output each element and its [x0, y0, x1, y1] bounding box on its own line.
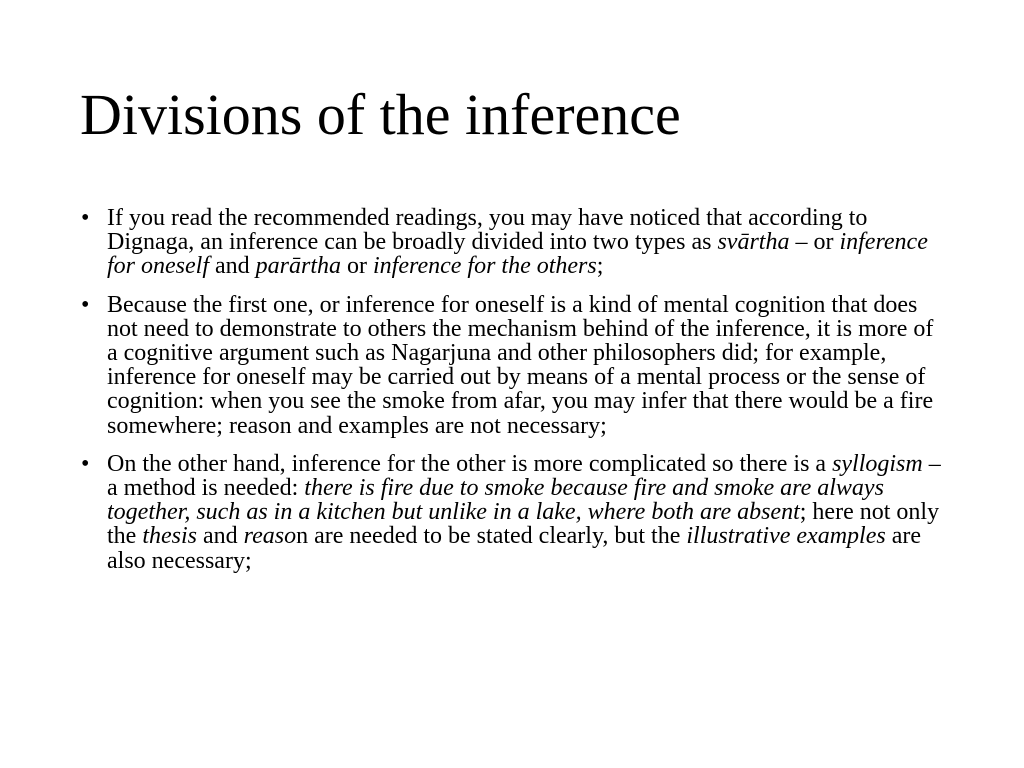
text-segment: reaso — [243, 523, 297, 550]
text-segment: thesis — [142, 523, 197, 550]
bullet-marker: • — [81, 291, 90, 318]
text-segment: – a method is needed: — [107, 450, 941, 502]
text-segment: and — [209, 253, 256, 280]
bullet-text — [107, 206, 950, 279]
text-segment: illustrative examples — [686, 523, 886, 550]
text-segment: svārtha — [717, 229, 790, 256]
bullet-text — [107, 293, 950, 438]
bullet-text — [107, 452, 950, 573]
text-segment: ; — [596, 253, 604, 280]
bullet-item-2 — [80, 293, 950, 438]
bullet-list — [80, 206, 950, 587]
bullet-item-3 — [80, 452, 950, 573]
text-segment: ; here not only the — [107, 499, 940, 550]
bullet-marker: • — [81, 450, 90, 477]
text-segment: parārtha — [255, 253, 342, 280]
text-segment: If you read the recommended readings, you may have noticed that according to Dignaga, an inference can be broadly divided into two types as — [107, 205, 868, 256]
bullet-item-1 — [80, 206, 950, 279]
text-segment: Because the first one, or inference for oneself is a kind of mental cognition that does not need to demonstrate to others the mechanism behind of the inference, it is more of a cognitive argument such as Nagarjuna and other philosophers did; for example, inference for oneself may be carried out by means of a mental process or the sense of cognition: when you see the smoke from afar, you may infer that there would be a fire somewhere; reason and examples are not necessary; — [107, 291, 934, 439]
text-segment: On the other hand, inference for the other is more complicated so there is a — [107, 450, 833, 477]
text-segment: syllogism — [832, 450, 923, 477]
text-segment: inference for the others — [373, 253, 597, 280]
text-segment: and — [197, 523, 244, 550]
text-segment: – or — [789, 229, 840, 256]
text-segment: are also necessary; — [107, 523, 921, 574]
bullet-marker: • — [81, 205, 90, 231]
text-segment: or — [341, 253, 374, 280]
slide-title: Divisions of the inference — [80, 82, 681, 147]
text-segment: there is fire due to smoke because fire and smoke are always together, such as in a kitchen but unlike in a lake, where both are absent — [107, 475, 884, 526]
text-segment: n are needed to be stated clearly, but the — [296, 523, 687, 550]
text-segment: inference for oneself — [107, 229, 928, 280]
